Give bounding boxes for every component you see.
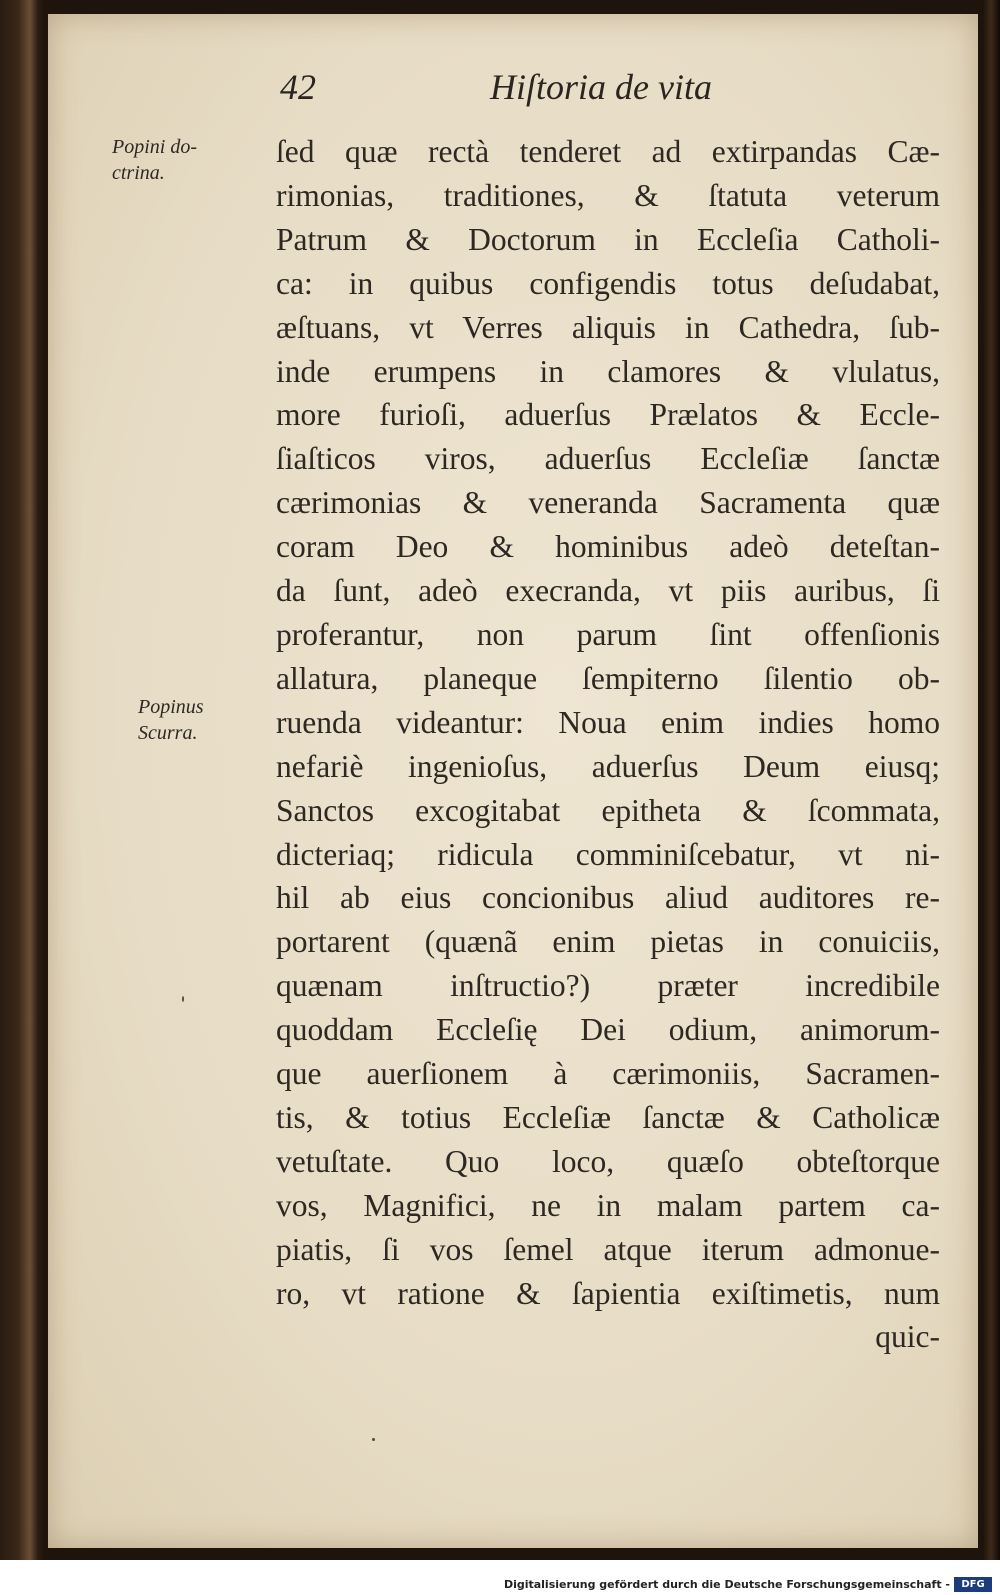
margin-note-line: Popini do- [112, 136, 197, 158]
text-line: quænam inſtructio?) præter incredibile [276, 968, 940, 1004]
text-line: ca: in quibus configendis totus deſudabat, [276, 265, 940, 301]
text-line: hil ab eius concionibus aliud auditores re- [276, 880, 940, 916]
margin-note-line: ctrina. [112, 162, 165, 184]
text-line: ruenda videantur: Noua enim indies homo [276, 704, 940, 740]
page-edge [982, 0, 1000, 1560]
page-number: 42 [280, 67, 316, 107]
margin-note-line: Scurra. [138, 722, 198, 744]
text-line: ſed quæ rectà tenderet ad extirpandas Cæ- [276, 134, 940, 169]
margin-note [138, 694, 258, 746]
paper-speck [182, 996, 184, 1002]
text-line: nefariè ingenioſus, aduerſus Deum eiusq; [276, 748, 940, 784]
running-head [280, 66, 780, 116]
text-line: rimonias, traditiones, & ſtatuta veterum [276, 177, 940, 213]
text-line: Patrum & Doctorum in Eccleſia Catholi- [276, 221, 940, 257]
margin-note-line: Popinus [138, 696, 204, 718]
footer-credit: Digitalisierung gefördert durch die Deutsche Forschungsgemeinschaft - [503, 1578, 950, 1591]
text-line: allatura, planeque ſempiterno ſilentio ob- [276, 660, 940, 696]
text-line: que auerſionem à cærimoniis, Sacramen- [276, 1056, 940, 1092]
text-line: piatis, ſi vos ſemel atque iterum admonue- [276, 1231, 940, 1267]
text-line: portarent (quænã enim pietas in conuiciis, [276, 924, 940, 960]
text-line: proferantur, non parum ſint offenſionis [276, 616, 940, 652]
text-line: quoddam Eccleſię Dei odium, animorum- [276, 1012, 940, 1048]
text-line: inde erumpens in clamores & vlulatus, [276, 353, 940, 389]
text-line: da ſunt, adeò execranda, vt piis auribus, ſi [276, 573, 940, 609]
digitization-footer [0, 1576, 1000, 1595]
text-line: coram Deo & hominibus adeò deteſtan- [276, 529, 940, 565]
text-line: ro, vt ratione & ſapientia exiſtimetis, num [276, 1275, 940, 1311]
running-title: Hiſtoria de vita [490, 67, 712, 107]
margin-note [112, 134, 272, 186]
text-line: Sanctos excogitabat epitheta & ſcommata, [276, 792, 940, 828]
text-line: æſtuans, vt Verres aliquis in Cathedra, ſub- [276, 309, 940, 345]
paper-speck [372, 1438, 375, 1441]
text-line: vos, Magnifici, ne in malam partem ca- [276, 1187, 940, 1223]
text-line: ſiaſticos viros, aduerſus Eccleſiæ ſanctæ [276, 441, 940, 477]
text-line: dicteriaq; ridicula comminiſcebatur, vt ni- [276, 836, 940, 872]
text-line: tis, & totius Eccleſiæ ſanctæ & Catholicæ [276, 1099, 940, 1135]
text-line: more furioſi, aduerſus Prælatos & Eccle- [276, 397, 940, 433]
body-text [276, 130, 940, 1359]
dfg-logo-icon: DFG [954, 1577, 992, 1592]
text-line: vetuſtate. Quo loco, quæſo obteſtorque [276, 1143, 940, 1179]
text-line: cærimonias & veneranda Sacramenta quæ [276, 485, 940, 521]
catchword: quic- [875, 1319, 940, 1355]
